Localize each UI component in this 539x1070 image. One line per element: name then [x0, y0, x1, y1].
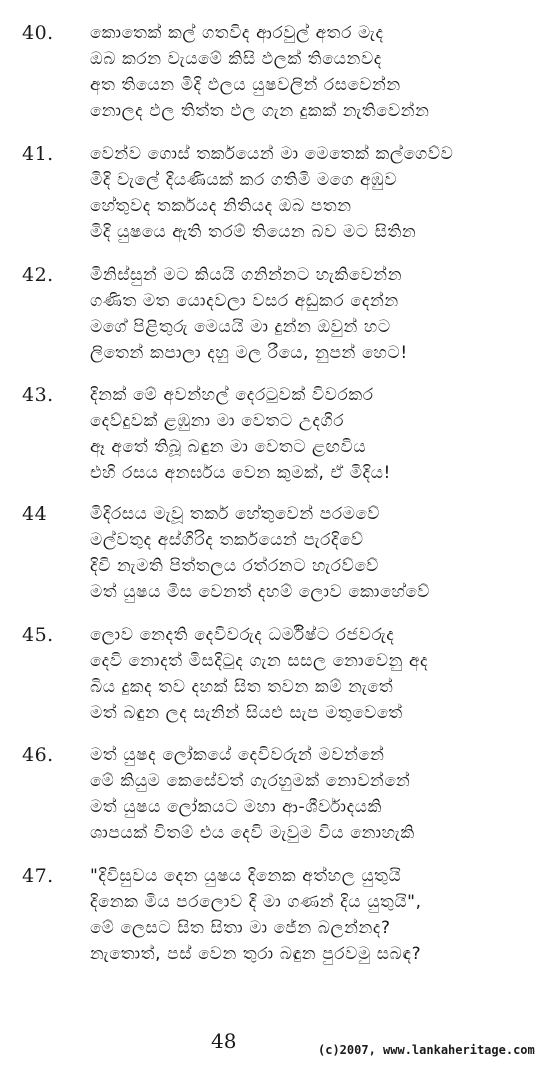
verse-line: මිනිස්සුන් මට කියයි ගනින්නට හැකිවෙන්න [90, 265, 403, 285]
verse-line: ලිතෙන් කපාලා දහු මල රීයෙ, නුපන් හෙට! [90, 343, 408, 363]
verse-line: නොලද ඵල තිත්ත ඵල ගැන දුකක් නැතිවෙන්න [90, 101, 430, 121]
verse-line: එහි රසය අනර්ඝය වෙන කුමක්, ඒ මිදිය! [90, 463, 391, 483]
verse-line: මත් යුෂය මිස වෙනත් දහම් ලොව කොහේවේ [90, 582, 430, 602]
verse-line: මිදි වැලේ දියණියක් කර ගතිමි මගෙ අඹුව [90, 170, 398, 190]
verse-line: ඈ අතේ තිබූ බඳුන මා වෙතට ළඟවිය [90, 437, 367, 457]
stanza-number: 45. [22, 624, 54, 646]
verse-line: නැතොත්, පස් වෙන තුරා බඳුන පුරවමු සබඳ? [90, 944, 422, 964]
copyright-notice: (c)2007, www.lankaheritage.com [318, 1043, 535, 1057]
verse-line: මිදිරසය මැවූ තර්ක හේතුවෙන් පරමවේ [90, 504, 380, 524]
verse-line: බිය දුකද තව දහක් සිත තවන කම් නැතේ [90, 677, 394, 697]
verse-line: ඔබ කරන වැයමේ කිසි ඵලක් තියෙනවද [90, 49, 382, 69]
verse-line: මිදි යුෂයෙ ඇති තරම් තියෙන බව මට සිතින [90, 222, 417, 242]
verse-line: මගේ පිළිතුරු මෙයයි මා දුන්න ඔවුන් හට [90, 317, 391, 337]
stanza-number: 47. [22, 865, 54, 887]
verse-line: කොතෙක් කල් ගතවිද ආරවුල් අතර මැද [90, 23, 384, 43]
verse-line: දිනක් මේ අවන්හල් දෙරටුවක් විවරකර [90, 385, 374, 405]
verse-line: ගණිත මත යොදවලා වසර අඩුකර දෙන්න [90, 291, 399, 311]
verse-line: "දිවිසුවය දෙන යුෂය දිනෙක අත්හල යුතුයි [90, 866, 402, 886]
verse-line: දිවි නැමති පිත්තලය රත්රනට හැරව්වේ [90, 556, 379, 576]
verse-line: හේතුවද තර්කයද නිතියද ඔබ පතන [90, 196, 352, 216]
verse-line: ලොව නෙදති දෙවිවරුද ධර්මිෂ්ට රජවරුද [90, 625, 395, 645]
verse-line: මල්වතුද අස්ගිරිද තර්කයෙන් පැරදිවේ [90, 530, 364, 550]
page-number: 48 [211, 1029, 237, 1053]
verse-line: අත තියෙන මිදි ඵලය යුෂවලින් රසවෙන්න [90, 75, 401, 95]
stanza-number: 44 [22, 503, 48, 525]
verse-line: මත් යුෂද ලෝකයේ දෙවිවරුන් මවන්නේ [90, 745, 385, 765]
stanza-number: 42. [22, 264, 54, 286]
stanza-number: 41. [22, 143, 54, 165]
verse-line: මේ කියුම කෙසේවත් ගැරහුමක් නොවන්නේ [90, 771, 411, 791]
verse-line: මේ ලෙසට සිත සිතා මා ජේන බලන්නද? [90, 918, 391, 938]
stanza-number: 43. [22, 384, 54, 406]
verse-line: දෙව්දුවක් ළඹුනා මා වෙතට උදගිර [90, 411, 345, 431]
verse-line: ශාපයක් විතම් එය දෙවි මැවුම විය නොහැකි [90, 823, 415, 843]
verse-line: මත් බඳුන ලද සැනින් සියළු සැප මතුවෙතේ [90, 703, 403, 723]
verse-line: වෙන්ව ගොස් තර්කයෙන් මා මෙතෙක් කල්ගෙව්ව [90, 144, 454, 164]
stanza-number: 40. [22, 22, 54, 44]
stanza-number: 46. [22, 744, 54, 766]
verse-line: දෙවි නොදත් මිසදිටුද ගැන සසල නොවෙනු අද [90, 651, 429, 671]
verse-line: මත් යුෂය ලෝකයට මහා ආ-ශීර්වාදයකි [90, 797, 383, 817]
verse-line: දිනෙක මිය පරලොව දි මා ගණන් දිය යුතුයි", [90, 892, 422, 912]
